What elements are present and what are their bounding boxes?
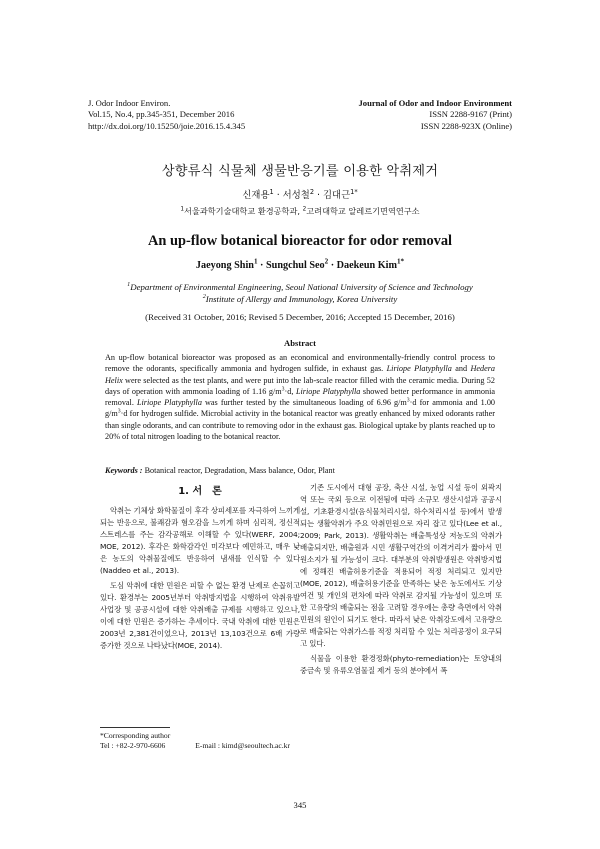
abstract-text: ·d, (284, 386, 296, 396)
issn-print: ISSN 2288-9167 (Print) (429, 109, 512, 120)
author-separator: · (314, 190, 323, 201)
footnote (100, 731, 300, 751)
unit-sup: 3 (406, 397, 410, 404)
author-separator: · (273, 190, 283, 201)
keywords-text: Botanical reactor, Degradation, Mass balance, Odor, Plant (142, 466, 335, 475)
species-name: Liriope Platyphylla (295, 386, 361, 396)
abstract-text: ·d for hydrogen sulfide. Microbial activity in the botanical reactor was greatly enhanced by mixed odorants rather than single odorants, and can contribute to removing odor in the exhaust gas. Biological uptake by plants reached up to 20% of total nitrogen loading to the botanical reactor. (105, 409, 495, 442)
abstract-heading: Abstract (284, 338, 316, 348)
corresponding-author-label: *Corresponding author (100, 731, 171, 740)
body-paragraph: 기존 도시에서 대형 공장, 축산 시설, 농업 시설 등이 외곽지역 또는 국외 등으로 이전됨에 따라 소규모 생산시설과 공공시설, 기초환경시설(음식물처리시설, 하수처리시설 등)에서 발생되는 생활악취가 주요 악취민원으로 자리 잡고 있다(Lee et al., 2009; Park, 2013). 생활악취는 배출특성상 저농도의 악취가 배출되지만, 배출원과 시민 생활구역간의 이격거리가 짧아서 민원소지가 될 가능성이 크다. 대부분의 악취발생원은 악취방지법에 정해진 배출허용기준을 적용되어 적정 처리되고 있지만(MOE, 2012), 배출허용기준을 만족하는 낮은 농도에서도 기상여건 및 개인의 편차에 따라 악취로 감지될 가능성이 있으며 또한 고유량의 배출되는 점을 고려할 경우에는 총량 측면에서 악취 민원의 원인이 되기도 한다. 따라서 낮은 악취강도에서 고유량으로 배출되는 악취가스를 적정 처리할 수 있는 처리공정이 요구되고 있다. (300, 483, 502, 648)
affiliation-line (0, 293, 600, 305)
abstract-text: was further tested by the simultaneous loading of 6.96 g/m (201, 398, 407, 408)
received-dates: (Received 31 October, 2016; Revised 5 December, 2016; Accepted 15 December, 2016) (145, 312, 455, 322)
abstract-text: ·d for ammonia and 1.00 g/m (105, 398, 496, 419)
unit-sup: 3 (117, 408, 121, 415)
english-authors (0, 257, 600, 271)
contact-line (100, 741, 290, 751)
korean-authors (0, 187, 600, 201)
unit-sup: 3 (281, 386, 285, 393)
page-number: 345 (293, 800, 307, 810)
species-name: Liriope Platyphylla (136, 398, 202, 408)
author-name: 김대근 (322, 190, 351, 201)
author-name: Sungchul Seo (266, 260, 325, 271)
korean-affiliations (0, 206, 600, 217)
body-paragraph: 도심 악취에 대한 민원은 피할 수 없는 환경 난제로 손꼽히고 있다. 환경부는 2005년부터 악취방지법을 시행하여 악취유발 사업장 및 공공시설에 대한 악취배출 규제를 시행하고 있으나, 이에 대한 민원은 증가하는 추세이다. 국내 악취에 대한 민원은 2003년 2,381건이었으나, 2013년 13,103건으로 6배 가량 증가한 것으로 나타났다(MOE, 2014). (100, 581, 300, 650)
english-affiliations (0, 281, 600, 305)
body-paragraph: 악취는 기체상 화학물질이 후각 상피세포를 자극하여 느끼게 되는 반응으로, 불쾌감과 혐오감을 느끼게 하며 심리적, 정신적 스트레스를 주는 감각공해로 이해할 수 있다(WERF, 2004; MOE, 2012). 후각은 화학감각인 미각보다 예민하고, 매우 낮은 농도의 악취물질에도 반응하여 냄새를 인식할 수 있다(Naddeo et al., 2013). (100, 506, 300, 575)
affil-text: Department of Environmental Engineering, Seoul National University of Science and Technology (130, 282, 473, 292)
author-sup: 1* (396, 257, 405, 266)
telephone: Tel : +82-2-970-6606 (100, 741, 166, 750)
korean-title: 상향류식 식물체 생물반응기를 이용한 악취제거 (161, 164, 439, 179)
author-sup: 2 (324, 257, 329, 266)
author-separator: · (257, 260, 266, 271)
species-name: Hedera Helix (105, 364, 496, 385)
affil-sup: 1 (180, 206, 185, 213)
author-separator: · (328, 260, 337, 271)
author-name: 신재용 (242, 190, 270, 201)
body-right-column (300, 482, 502, 680)
section-heading: 1. 서 론 (178, 486, 222, 497)
doi-link[interactable]: http://dx.doi.org/10.15250/joie.2016.15.4.345 (88, 120, 246, 131)
journal-header-left (88, 98, 245, 132)
author-name: Daekeun Kim (336, 260, 397, 271)
species-name: Liriope Platyphylla (386, 364, 452, 374)
keywords (105, 466, 495, 475)
journal-abbrev: J. Odor Indoor Environ. (88, 98, 171, 108)
abstract-text: were selected as the test plants, and were put into the lab-scale reactor filled with the ceramic media. During 52 days of operation with ammonia loading of 1.16 g/m (105, 375, 495, 396)
email-link[interactable]: E-mail : kimd@seoultech.ac.kr (195, 741, 290, 750)
author-sup: 1* (350, 187, 358, 196)
affil-text: 고려대학교 알레르기면역연구소 (306, 206, 420, 216)
author-name: 서성철 (282, 190, 310, 201)
body-paragraph: 식물을 이용한 환경정화(phyto-remediation)는 토양내의 중금속 및 유류오염물질 제거 등의 분야에서 폭 (300, 654, 502, 675)
english-title: An up-flow botanical bioreactor for odor removal (147, 233, 453, 249)
affil-sup: 2 (202, 294, 206, 301)
journal-title: Journal of Odor and Indoor Environment (358, 98, 512, 108)
keywords-label: Keywords : (105, 466, 143, 475)
affiliation-line (0, 281, 600, 293)
volume-info: Vol.15, No.4, pp.345-351, December 2016 (88, 109, 235, 120)
author-name: Jaeyong Shin (195, 260, 254, 271)
affil-sup: 2 (302, 206, 307, 213)
affil-sup: 1 (127, 282, 131, 289)
abstract-text: and (451, 364, 471, 374)
abstract-text: showed better performance in ammonia removal. (105, 386, 495, 408)
author-sup: 2 (309, 187, 315, 196)
journal-header-right (358, 98, 512, 132)
abstract-text: An up-flow botanical bioreactor was proposed as an economical and environmentally-friendly control process to remove the odorants, specifically ammonia and hydrogen sulfide, in exhaust gas. (105, 353, 495, 374)
footnote-divider (100, 727, 170, 728)
author-sup: 1 (269, 187, 274, 196)
affil-text: Institute of Allergy and Immunology, Korea University (205, 294, 398, 304)
abstract-body (105, 352, 495, 442)
issn-online: ISSN 2288-923X (Online) (420, 120, 512, 131)
affil-text: 서울과학기술대학교 환경공학과, (184, 206, 303, 216)
body-left-column (100, 482, 300, 655)
author-sup: 1 (253, 257, 258, 266)
